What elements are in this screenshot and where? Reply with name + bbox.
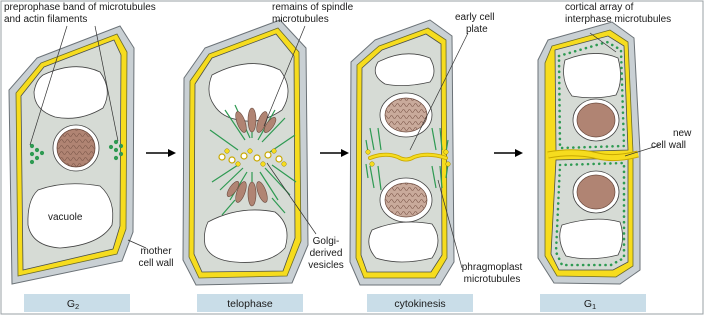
chromatin xyxy=(57,129,95,167)
stage-g2-subscript: 2 xyxy=(75,302,80,311)
cortical-label-1: cortical array of xyxy=(565,2,634,13)
spindle-label-1: remains of spindle xyxy=(272,2,354,13)
stage-bar-g1 xyxy=(540,294,646,312)
golgi-label-1: Golgi- xyxy=(312,236,340,247)
vacuole-lower xyxy=(369,222,438,262)
stage-g1-subscript: 1 xyxy=(592,302,597,311)
vacuole-upper xyxy=(564,53,621,97)
mother-wall-label-2: cell wall xyxy=(138,258,174,269)
vacuole-lower xyxy=(560,219,623,259)
stage-bar-g2 xyxy=(24,294,130,312)
phragmoplast-label-2: microtubules xyxy=(463,274,521,285)
cortical-label-2: interphase microtubules xyxy=(565,14,672,25)
chromatin-lower xyxy=(385,183,427,217)
vacuole-upper xyxy=(209,64,288,122)
stage-g2-letter: G xyxy=(66,298,75,310)
chromatin-upper xyxy=(385,98,427,132)
vacuole-label: vacuole xyxy=(48,212,83,223)
stage-g1-letter: G xyxy=(583,298,592,310)
preprophase-label-2: and actin filaments xyxy=(4,14,88,25)
golgi-label-2: derived xyxy=(309,248,343,259)
golgi-label-3: vesicles xyxy=(308,260,344,271)
stage-cytokinesis-label: cytokinesis xyxy=(394,298,446,310)
early-plate-label-2: plate xyxy=(466,24,488,35)
nucleus-upper xyxy=(577,103,615,137)
stage-bar-cytokinesis xyxy=(367,294,473,312)
panel-g2 xyxy=(9,26,146,284)
stage-telophase-label: telophase xyxy=(227,298,273,310)
panel-cytokinesis xyxy=(350,20,468,285)
early-plate-label-1: early cell xyxy=(455,12,495,23)
panel-g1 xyxy=(538,22,660,284)
spindle-label-2: microtubules xyxy=(272,14,329,25)
phragmoplast-label-1: phragmoplast xyxy=(461,262,523,273)
mother-wall-label-1: mother xyxy=(140,246,172,257)
preprophase-label-1: preprophase band of microtubules xyxy=(4,2,156,13)
vacuole-upper xyxy=(34,67,107,119)
stage-bar-telophase xyxy=(197,294,303,312)
panel-telophase xyxy=(183,20,316,285)
vacuole-lower xyxy=(204,210,287,262)
new-wall-label-1: new xyxy=(673,128,692,139)
new-wall-label-2: cell wall xyxy=(651,140,687,151)
nucleus-lower xyxy=(577,175,615,209)
